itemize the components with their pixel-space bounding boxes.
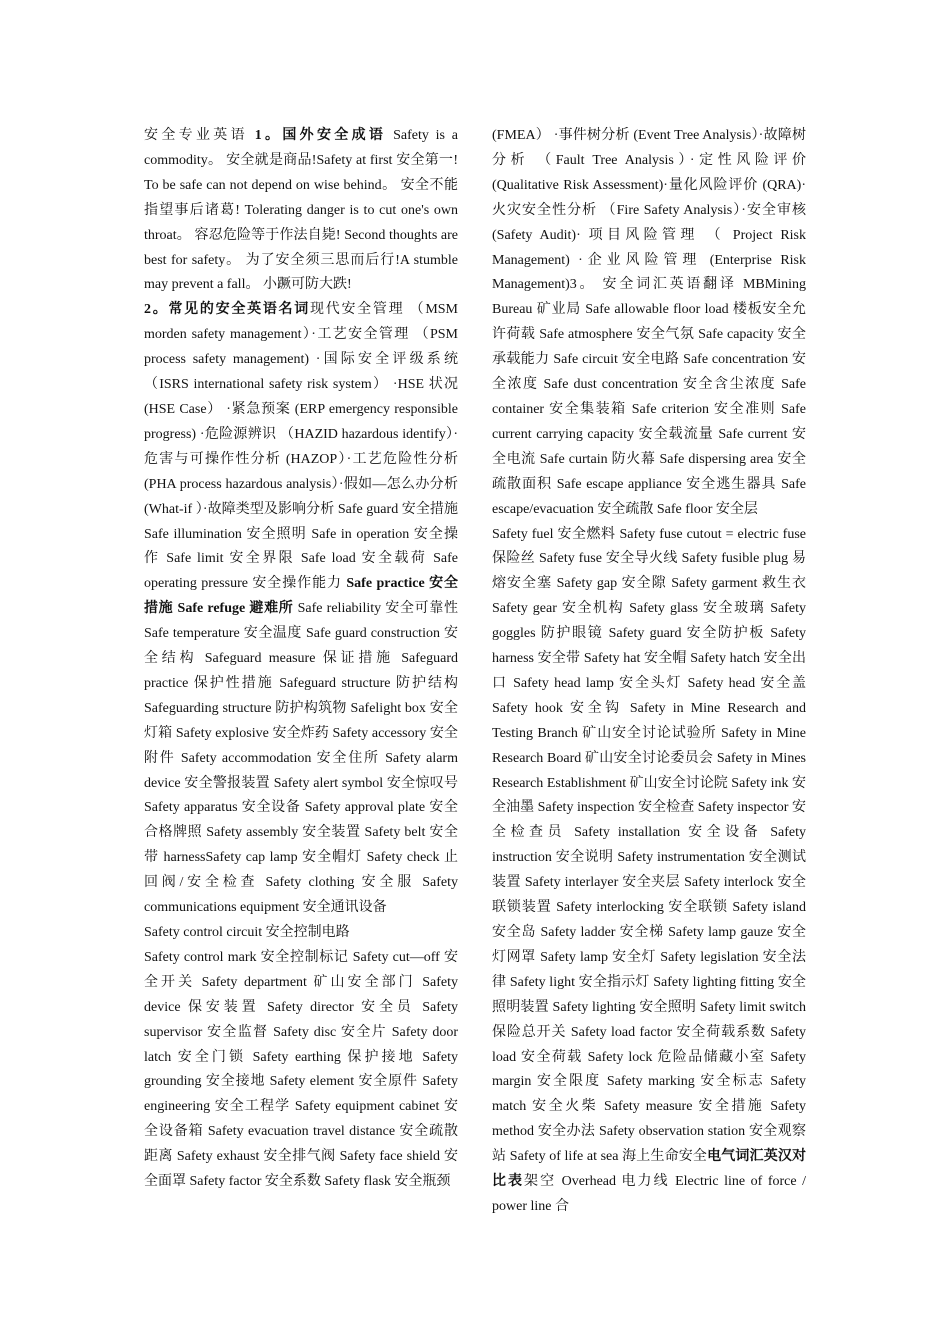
intro-paragraph <box>144 124 458 298</box>
safety-vocab-text: Safety fuel 安全燃料 Safety fuse cutout = electric fuse 保险丝 Safety fuse 安全导火线 Safety fusible plug 易熔安全塞 Safety gap 安全隙 Safety garment 救生衣 Safety gear 安全机构 Safety glass 安全玻璃 Safety goggles 防护眼镜 Safety guard 安全防护板 Safety harness 安全带 Safety hat 安全帽 Safety hatch 安全出口 Safety head lamp 安全头灯 Safety head 安全盖 Safety hook 安全钩 Safety in Mine Research and Testing Branch 矿山安全讨论试验所 Safety in Mine Research Board 矿山安全讨论委员会 Safety in Mines Research Establishment 矿山安全讨论院 Safety ink 安全油墨 Safety inspection 安全检查 Safety inspector 安全检查员 Safety installation 安全设备 Safety instruction 安全说明 Safety instrumentation 安全测试装置 Safety interlayer 安全夹层 Safety interlock 安全联锁装置 Safety interlocking 安全联锁 Safety island 安全岛 Safety ladder 安全梯 Safety lamp gauze 安全灯网罩 Safety lamp 安全灯 Safety legislation 安全法律 Safety light 安全指示灯 Safety lighting fitting 安全照明装置 Safety lighting 安全照明 Safety limit switch 保险总开关 Safety load factor 安全荷载系数 Safety load 安全荷载 Safety lock 危险品储藏小室 Safety margin 安全限度 Safety marking 安全标志 Safety match 安全火柴 Safety measure 安全措施 Safety method 安全办法 Safety observation station 安全观察站 Safety of life at sea 海上生命安全 <box>492 526 806 1165</box>
right-text-column <box>492 124 806 1220</box>
common-terms-paragraph <box>144 298 458 921</box>
analysis-methods-paragraph: (FMEA） ·事件树分析 (Event Tree Analysis）·故障树分析 （Fault Tree Analysis）·定性风险评价 (Qualitative Risk Assessment)·量化风险评价 (QRA)·火灾安全性分析 （Fire Safety Analysis）·安全审核 (Safety Audit)· 项目风险管理 （ Project Risk Management) ·企业风险管理 (Enterprise Risk Management)3。 安全词汇英语翻译 MBMining Bureau 矿业局 Safe allowable floor load 楼板安全允许荷载 Safe atmosphere 安全气氛 Safe capacity 安全承载能力 Safe circuit 安全电路 Safe concentration 安全浓度 Safe dust concentration 安全含尘浓度 Safe container 安全集装箱 Safe criterion 安全准则 Safe current carrying capacity 安全载流量 Safe current 安全电流 Safe curtain 防火幕 Safe dispersing area 安全疏散面积 Safe escape appliance 安全逃生器具 Safe escape/evacuation 安全疏散 Safe floor 安全层 <box>492 128 806 517</box>
vocab-paragraph <box>492 523 806 1220</box>
bold-terms-text: Safe practice 安全措施 Safe refuge 避难所 <box>144 576 459 617</box>
electrical-terms-heading: 电气词汇英汉对比表 <box>492 1149 807 1190</box>
safety-vocab-text: Safe reliability 安全可靠性 Safe temperature 安全温度 Safe guard construction 安全结构 Safeguard measure 保证措施 Safeguard practice 保护性措施 Safeguard structure 防护结构 Safeguarding structure 防护构筑物 Safelight box 安全灯箱 Safety explosive 安全炸药 Safety accessory 安全附件 Safety accommodation 安全住所 Safety alarm device 安全警报装置 Safety alert symbol 安全惊叹号 Safety apparatus 安全设备 Safety approval plate 安全合格牌照 Safety assembly 安全装置 Safety belt 安全带 harnessSafety cap lamp 安全帽灯 Safety check 止回阀/安全检查 Safety clothing 安全服 Safety communications equipment 安全通讯设备 <box>144 601 459 916</box>
vocab-paragraph: Safety control mark 安全控制标记 Safety cut—off 安全开关 Safety department 矿山安全部门 Safety device 保安装置 Safety director 安全员 Safety supervisor 安全监督 Safety disc 安全片 Safety door latch 安全门锁 Safety earthing 保护接地 Safety grounding 安全接地 Safety element 安全原件 Safety engineering 安全工程学 Safety equipment cabinet 安全设备箱 Safety evacuation travel distance 安全疏散距离 Safety exhaust 安全排气阀 Safety face shield 安全面罩 Safety factor 安全系数 Safety flask 安全瓶颈 <box>144 949 458 1190</box>
section-1-heading: 1。国外安全成语 <box>254 128 387 143</box>
document-title: 安全专业英语 <box>144 128 248 143</box>
section-2-heading: 2。常见的安全英语名词 <box>144 302 310 318</box>
common-terms-text: 现代安全管理 （MSM morden safety management）·工艺安全管理 （PSM process safety management) ·国际安全评级系统（ISRS international safety risk system） ·HSE 状况 (HSE Case） ·紧急预案 (ERP emergency responsible progress) ·危险源辨识 （HAZID hazardous identify）·危害与可操作性分析 (HAZOP）·工艺危险性分析 (PHA process hazardous analysis）·假如—怎么办分析 (What-if ）·故障类型及影响分析 Safe guard 安全措施 Safe illumination 安全照明 Safe in operation 安全操作 Safe limit 安全界限 Safe load 安全载荷 Safe operating pressure 安全操作能力 <box>144 302 458 592</box>
left-text-column <box>144 124 458 1195</box>
electrical-vocab-text: 架空 Overhead 电力线 Electric line of force / power line 合 <box>492 1174 806 1214</box>
vocab-paragraph: Safety control circuit 安全控制电路 <box>144 925 350 940</box>
safety-proverbs-text: Safety is a commodity。 安全就是商品!Safety at first 安全第一! To be safe can not depend on wise behind。 安全不能指望事后诸葛! Tolerating danger is to cut one's own throat。 容忍危险等于作法自毙! Second thoughts are best for safety。 为了安全须三思而后行!A stumble may prevent a fall。 小蹶可防大跌! <box>144 128 459 293</box>
